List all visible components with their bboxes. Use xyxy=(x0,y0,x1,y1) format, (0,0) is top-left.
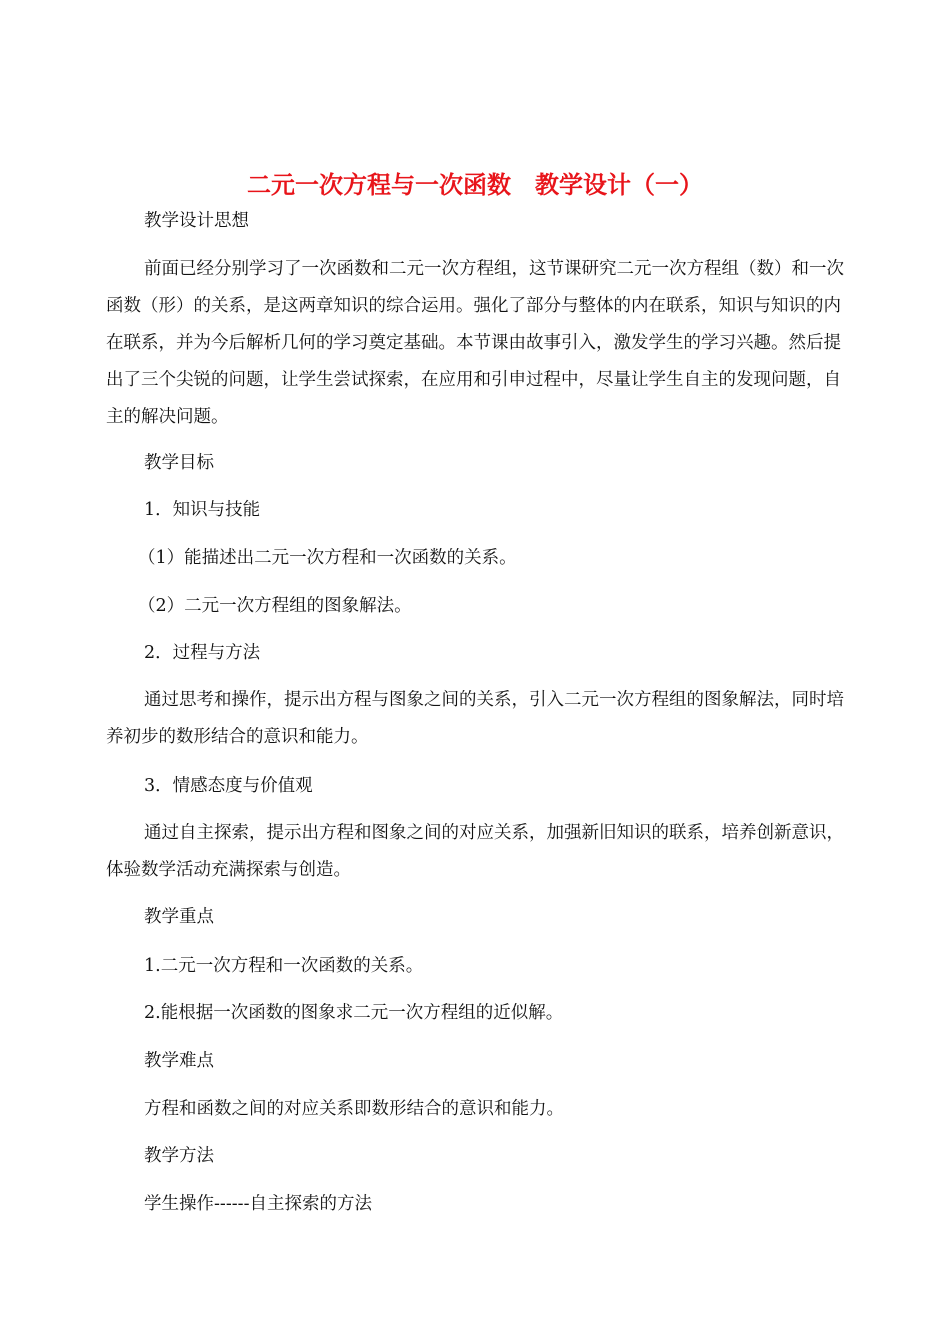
goal-attitude-values-paragraph: 通过自主探索，提示出方程和图象之间的对应关系，加强新旧知识的联系，培养创新意识，体验数学活动充满探索与创造。 xyxy=(106,823,844,880)
goal-knowledge-skills-heading: 1．知识与技能 xyxy=(144,500,261,520)
document-title: 二元一次方程与一次函数 教学设计（一） xyxy=(247,170,703,199)
goal-process-method-heading: 2．过程与方法 xyxy=(144,643,261,663)
design-thought-heading: 教学设计思想 xyxy=(144,211,249,231)
teaching-goals-heading: 教学目标 xyxy=(144,453,214,473)
goal-attitude-values-heading: 3．情感态度与价值观 xyxy=(144,776,313,796)
teaching-method-heading: 教学方法 xyxy=(144,1146,214,1166)
difficulty-paragraph: 方程和函数之间的对应关系即数形结合的意识和能力。 xyxy=(144,1099,564,1119)
teaching-method-paragraph: 学生操作------自主探索的方法 xyxy=(144,1194,372,1214)
goal-knowledge-item-2: （2）二元一次方程组的图象解法。 xyxy=(138,596,412,616)
key-point-item-2: 2.能根据一次函数的图象求二元一次方程组的近似解。 xyxy=(144,1003,564,1023)
goal-process-method-paragraph: 通过思考和操作，提示出方程与图象之间的关系，引入二元一次方程组的图象解法，同时培养初步的数形结合的意识和能力。 xyxy=(106,690,844,747)
key-points-heading: 教学重点 xyxy=(144,907,214,927)
design-thought-paragraph: 前面已经分别学习了一次函数和二元一次方程组，这节课研究二元一次方程组（数）和一次函数（形）的关系，是这两章知识的综合运用。强化了部分与整体的内在联系，知识与知识的内在联系，并为今后解析几何的学习奠定基础。本节课由故事引入，激发学生的学习兴趣。然后提出了三个尖锐的问题，让学生尝试探索，在应用和引申过程中，尽量让学生自主的发现问题，自主的解决问题。 xyxy=(106,259,844,427)
goal-knowledge-item-1: （1）能描述出二元一次方程和一次函数的关系。 xyxy=(138,548,517,568)
difficulty-heading: 教学难点 xyxy=(144,1051,214,1071)
key-point-item-1: 1.二元一次方程和一次函数的关系。 xyxy=(144,956,424,976)
